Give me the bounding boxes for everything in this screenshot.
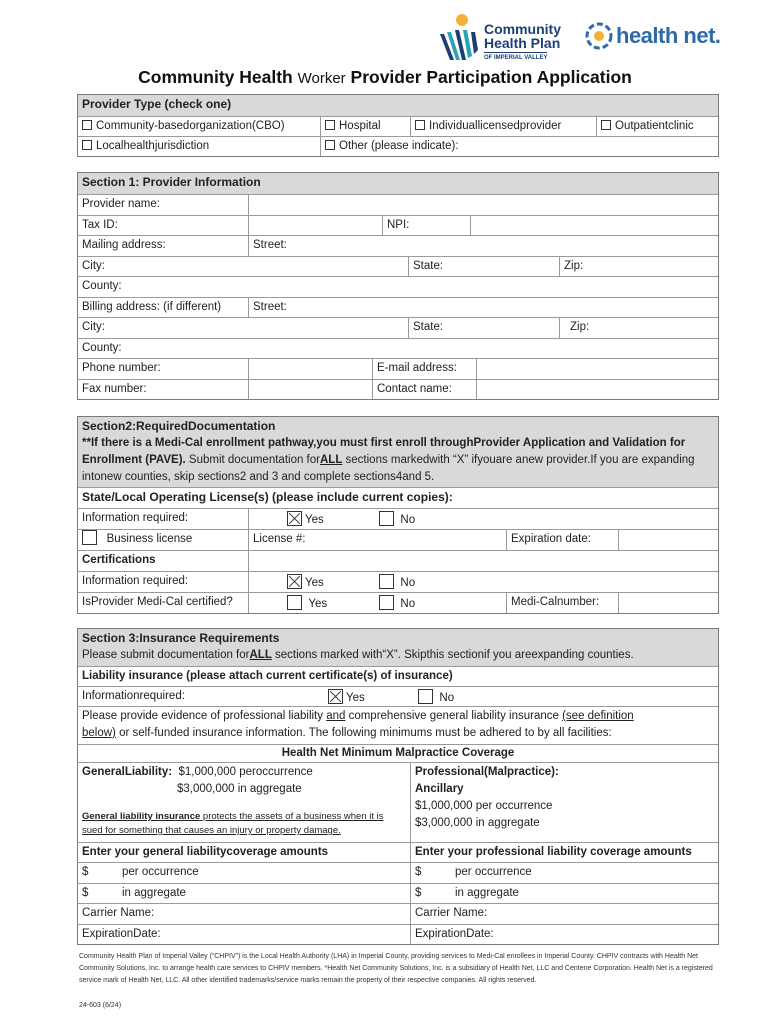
checkbox-icon[interactable] [379, 574, 394, 589]
gl-aggregate: $3,000,000 in aggregate [177, 783, 302, 795]
form-code: 24-603 (6/24) [79, 1002, 122, 1009]
license-expiration-label: Expiration date: [506, 530, 618, 550]
checkbox-icon[interactable] [418, 689, 433, 704]
license-expiration-field[interactable] [618, 530, 720, 550]
medi-cal-options [248, 593, 506, 613]
title-part1: Community Health [138, 67, 298, 87]
enter-gl-header: Enter your general liabilitycoverage amounts [82, 846, 329, 858]
fax-field[interactable] [248, 380, 372, 400]
chp-logo [436, 12, 586, 62]
option-individual[interactable]: Individuallicensedprovider [410, 117, 596, 136]
gl-aggregate-field[interactable]: $ in aggregate [82, 886, 186, 899]
license-yes-option[interactable]: Yes [287, 511, 324, 529]
billing-state[interactable]: State: [408, 318, 559, 338]
medi-cal-number-field[interactable] [618, 593, 720, 613]
section1-header: Section 1: Provider Information [78, 173, 718, 194]
medi-cal-no-option[interactable]: No [379, 595, 415, 613]
section2-table [77, 416, 719, 614]
tax-id-label: Tax ID: [82, 218, 118, 231]
prof-expiration-field[interactable]: ExpirationDate: [410, 925, 720, 945]
checkbox-icon[interactable] [415, 120, 425, 130]
option-cbo[interactable]: Community-basedorganization(CBO) [78, 117, 320, 136]
checkbox-icon[interactable] [82, 140, 92, 150]
medi-cal-question: IsProvider Medi-Cal certified? [82, 596, 233, 608]
health-net-mark-icon [585, 22, 613, 50]
option-hospital[interactable]: Hospital [320, 117, 410, 136]
chp-name-line1: Community [484, 21, 561, 37]
liability-info-label: Informationrequired: [82, 690, 185, 702]
checkbox-icon[interactable] [325, 140, 335, 150]
section1-table [77, 172, 719, 400]
tax-id-field[interactable] [248, 216, 382, 236]
liability-yes-option[interactable]: Yes [328, 689, 365, 708]
gl-label: GeneralLiability: [82, 766, 173, 778]
health-net-wordmark: health net. [616, 23, 721, 48]
chp-name-line2: Health Plan [484, 35, 561, 51]
certifications-header: Certifications [78, 550, 718, 571]
enter-prof-header: Enter your professional liability coverage amounts [410, 843, 720, 862]
prof-per-occurrence-field[interactable]: $ per occurrence [410, 863, 720, 883]
footer-disclaimer: Community Health Plan of Imperial Valley (“CHPIV”) is the Local Health Authority (LHA) in Imperial County, providing services to Medi-Cal enrollees in Imperial County. CHPIV contracts with Health Net Community Solutions, Inc. to arrange health care services to CHPIV members. *Health Net Community Solutions, Inc. is a subsidiary of Health Net, LLC and Centene Corporation. Health Net is a registered service mark of Health Net, LLC. All other identified trademarks/service marks remain the property of their respective companies. All rights reserved. [79, 953, 713, 984]
section2-title: Section2:RequiredDocumentation [82, 419, 276, 433]
option-outpatient[interactable]: Outpatientclinic [596, 117, 720, 136]
billing-label: Billing address: (if different) [82, 300, 222, 313]
checkbox-icon[interactable] [82, 530, 97, 545]
option-other[interactable]: Other (please indicate): [320, 137, 720, 156]
gl-per-occurrence-field[interactable]: $ per occurrence [82, 866, 199, 878]
prof-carrier-field[interactable]: Carrier Name: [410, 904, 720, 924]
gl-expiration-field[interactable]: ExpirationDate: [82, 927, 161, 940]
checked-box-icon[interactable] [287, 511, 302, 526]
prof-aggregate: $3,000,000 in aggregate [415, 817, 540, 829]
chp-logo-mark-icon [436, 12, 482, 62]
mailing-city[interactable]: City: [82, 259, 105, 272]
npi-label: NPI: [382, 216, 470, 236]
provider-type-header: Provider Type (check one) [78, 95, 718, 116]
cert-yes-option[interactable]: Yes [287, 574, 324, 592]
definition-link-cont[interactable]: below) [82, 727, 116, 739]
mailing-zip[interactable]: Zip: [559, 257, 720, 277]
fax-label: Fax number: [82, 382, 147, 395]
checkbox-icon[interactable] [601, 120, 611, 130]
license-number[interactable]: License #: [248, 530, 506, 550]
prof-per-occurrence: $1,000,000 per occurrence [415, 800, 553, 812]
gl-definition: General liability insurance protects the assets of a business when it is sued for something that causes an injury or property damage. [82, 811, 384, 836]
license-header: State/Local Operating License(s) (please include current copies): [78, 487, 718, 508]
liability-no-option[interactable]: No [418, 689, 454, 708]
ancillary-label: Ancillary [415, 783, 464, 795]
email-label: E-mail address: [372, 359, 476, 379]
provider-name-field[interactable] [248, 195, 720, 215]
license-no-option[interactable]: No [379, 511, 415, 529]
professional-box [410, 763, 720, 842]
gl-carrier-field[interactable]: Carrier Name: [82, 907, 155, 919]
checkbox-icon[interactable] [325, 120, 335, 130]
billing-city[interactable]: City: [82, 321, 105, 333]
provider-name-label: Provider name: [82, 198, 160, 210]
general-liability-box [78, 763, 410, 842]
chp-name-line3: OF IMPERIAL VALLEY [484, 52, 547, 62]
evidence-text: Please provide evidence of professional liability and comprehensive general liability insurance (see definition below) or self-funded insurance information. The following minimums must be adhered to by all facilities: [78, 706, 718, 744]
medi-cal-yes-option[interactable]: Yes [287, 595, 327, 613]
minimum-coverage-header: Health Net Minimum Malpractice Coverage [78, 744, 718, 762]
page-title [0, 67, 770, 88]
title-part3: Provider Participation Application [345, 67, 632, 87]
billing-county[interactable]: County: [82, 341, 122, 354]
mailing-county[interactable]: County: [82, 280, 122, 292]
health-net-logo [585, 22, 725, 52]
definition-link[interactable]: (see definition [562, 710, 634, 722]
cert-no-option[interactable]: No [379, 574, 415, 592]
checkbox-icon[interactable] [379, 595, 394, 610]
title-part2: Worker [297, 70, 346, 87]
business-license-option[interactable]: Business license [78, 530, 248, 550]
phone-label: Phone number: [82, 362, 161, 374]
liability-header: Liability insurance (please attach current certificate(s) of insurance) [78, 666, 718, 686]
phone-field[interactable] [248, 359, 372, 379]
license-info-label: Information required: [82, 512, 189, 524]
section3-note: Please submit documentation forALL sections marked with“X”. Skipthis sectionif you areexpanding counties. [82, 649, 634, 661]
checkbox-icon[interactable] [287, 595, 302, 610]
cert-info-options [248, 572, 720, 592]
prof-label: Professional(Malpractice): [415, 766, 559, 778]
mailing-label: Mailing address: [82, 239, 166, 251]
section3-header [78, 629, 718, 666]
option-local-health[interactable]: Localhealthjurisdiction [78, 137, 320, 156]
contact-field[interactable] [476, 380, 720, 400]
checkbox-icon[interactable] [82, 120, 92, 130]
license-info-options [248, 509, 720, 529]
npi-field[interactable] [470, 216, 720, 236]
checked-box-icon[interactable] [328, 689, 343, 704]
mailing-street[interactable]: Street: [248, 236, 720, 256]
gl-per-occurrence: $1,000,000 peroccurrence [178, 766, 313, 778]
email-field[interactable] [476, 359, 720, 379]
section3-title: Section 3:Insurance Requirements [82, 631, 280, 645]
checkbox-icon[interactable] [379, 511, 394, 526]
mailing-state[interactable]: State: [408, 257, 559, 277]
section3-table [77, 628, 719, 945]
section2-header [78, 417, 718, 487]
contact-label: Contact name: [372, 380, 476, 400]
provider-type-table [77, 94, 719, 157]
medi-cal-number-label: Medi-Calnumber: [506, 593, 618, 613]
billing-street[interactable]: Street: [248, 298, 720, 318]
billing-zip[interactable]: Zip: [559, 318, 720, 338]
checked-box-icon[interactable] [287, 574, 302, 589]
prof-aggregate-field[interactable]: $ in aggregate [410, 884, 720, 904]
cert-info-label: Information required: [82, 575, 189, 587]
section2-note: **If there is a Medi-Cal enrollment pathway,you must first enroll throughProvider Application and Validation for Enrollment (PAVE). Submit documentation forALL sections markedwith “X” ifyouare anew provider.If you are expanding intonew counties, skip sections2 and 3 and complete sections4and 5. [82, 437, 695, 483]
